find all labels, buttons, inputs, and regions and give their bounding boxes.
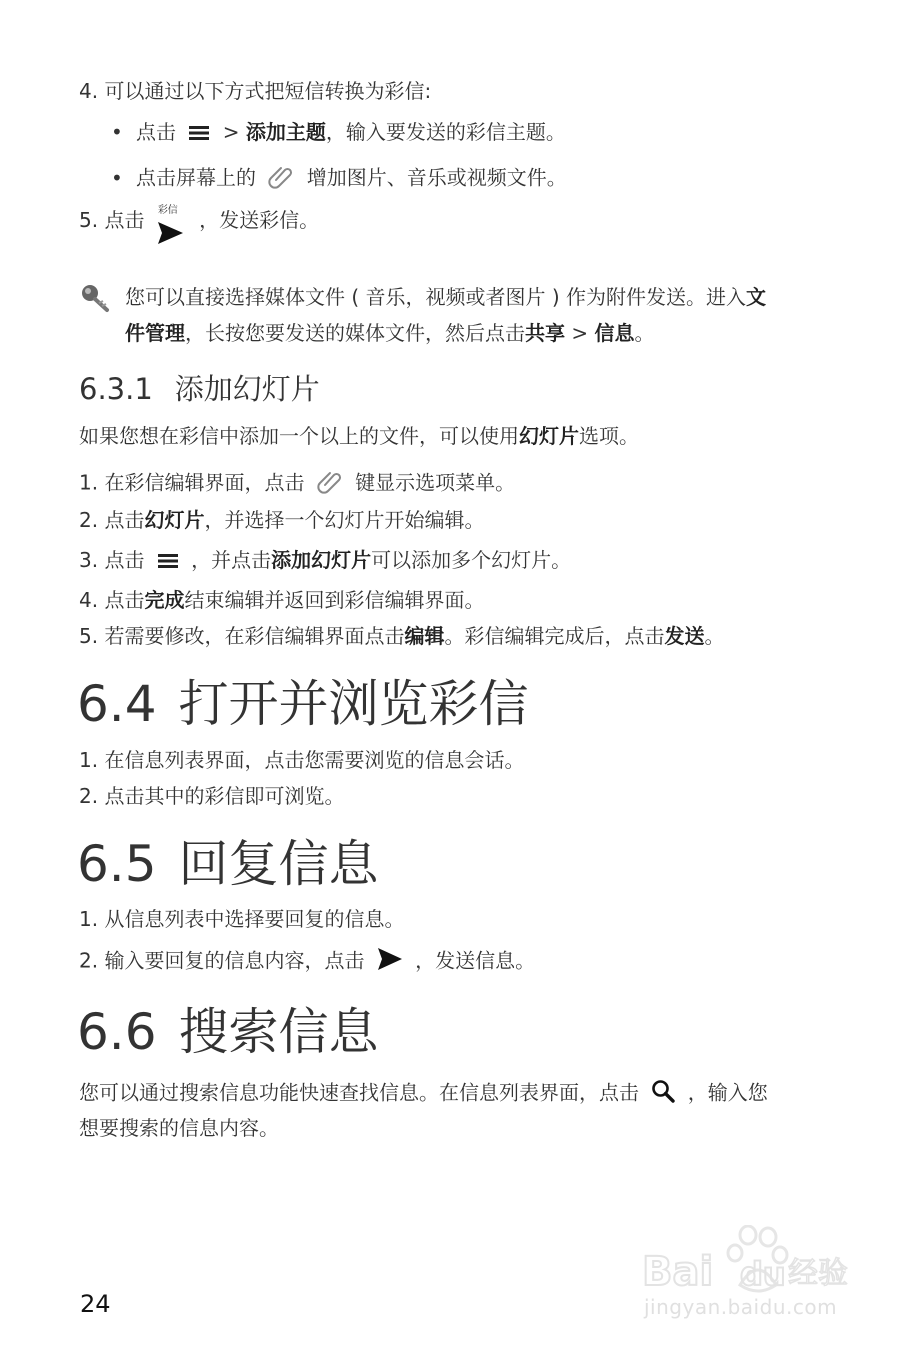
- bullet-add-subject: • 点击 > 添加主题，输入要发送的彩信主题。: [111, 119, 566, 147]
- search-icon: [651, 1079, 675, 1109]
- step-4: 4. 可以通过以下方式把短信转换为彩信:: [79, 79, 432, 103]
- menu-icon: [188, 121, 210, 147]
- send-mms-caption: 彩信: [157, 205, 178, 216]
- slide-step-4: 4. 点击完成结束编辑并返回到彩信编辑界面。: [79, 588, 485, 612]
- search-paragraph-line-2: 想要搜索的信息内容。: [79, 1116, 279, 1140]
- slide-step-5: 5. 若需要修改，在彩信编辑界面点击编辑。彩信编辑完成后，点击发送。: [79, 624, 725, 648]
- svg-text:du: du: [740, 1255, 786, 1293]
- browse-step-1: 1. 在信息列表界面，点击您需要浏览的信息会话。: [79, 748, 525, 772]
- tip-line-1: 您可以直接选择媒体文件 ( 音乐，视频或者图片 ) 作为附件发送。进入文: [125, 285, 767, 309]
- baidu-jingyan-watermark: [640, 1225, 860, 1330]
- send-mms-icon: [157, 207, 187, 247]
- slide-step-3: 3. 点击 ，并点击添加幻灯片可以添加多个幻灯片。: [79, 547, 571, 575]
- send-icon: [377, 947, 403, 977]
- reply-step-2: 2. 输入要回复的信息内容，点击 ，发送信息。: [79, 947, 535, 977]
- slide-step-2: 2. 点击幻灯片，并选择一个幻灯片开始编辑。: [79, 508, 485, 532]
- section-heading-6-6: 6.6 搜索信息: [77, 1003, 379, 1061]
- bullet-dot: •: [111, 120, 123, 144]
- section-heading-6-3-1: 6.3.1 添加幻灯片: [79, 372, 320, 406]
- slide-step-1: 1. 在彩信编辑界面，点击 键显示选项菜单。: [79, 468, 515, 500]
- browse-step-2: 2. 点击其中的彩信即可浏览。: [79, 784, 345, 808]
- tip-line-2: 件管理，长按您要发送的媒体文件，然后点击共享 > 信息。: [125, 321, 655, 345]
- section-intro: 如果您想在彩信中添加一个以上的文件，可以使用幻灯片选项。: [79, 424, 639, 448]
- paperclip-icon: [317, 468, 343, 500]
- section-heading-6-5: 6.5 回复信息: [77, 835, 379, 893]
- watermark-url: jingyan.baidu.com: [644, 1295, 838, 1319]
- bullet-attach: • 点击屏幕上的 增加图片、音乐或视频文件。: [111, 163, 567, 195]
- tip-bulb-icon: [79, 283, 111, 317]
- svg-text:Bai: Bai: [642, 1249, 714, 1295]
- reply-step-1: 1. 从信息列表中选择要回复的信息。: [79, 907, 405, 931]
- search-paragraph-line-1: 您可以通过搜索信息功能快速查找信息。在信息列表界面，点击 ，输入您: [79, 1079, 768, 1109]
- paperclip-icon: [268, 163, 294, 195]
- bullet-dot: •: [111, 165, 123, 190]
- page-number: 24: [80, 1290, 111, 1318]
- menu-icon: [157, 549, 179, 575]
- step-5: 5. 点击 彩信 ，发送彩信。: [79, 207, 319, 247]
- svg-text:经验: 经验: [788, 1256, 848, 1291]
- section-heading-6-4: 6.4 打开并浏览彩信: [77, 675, 529, 733]
